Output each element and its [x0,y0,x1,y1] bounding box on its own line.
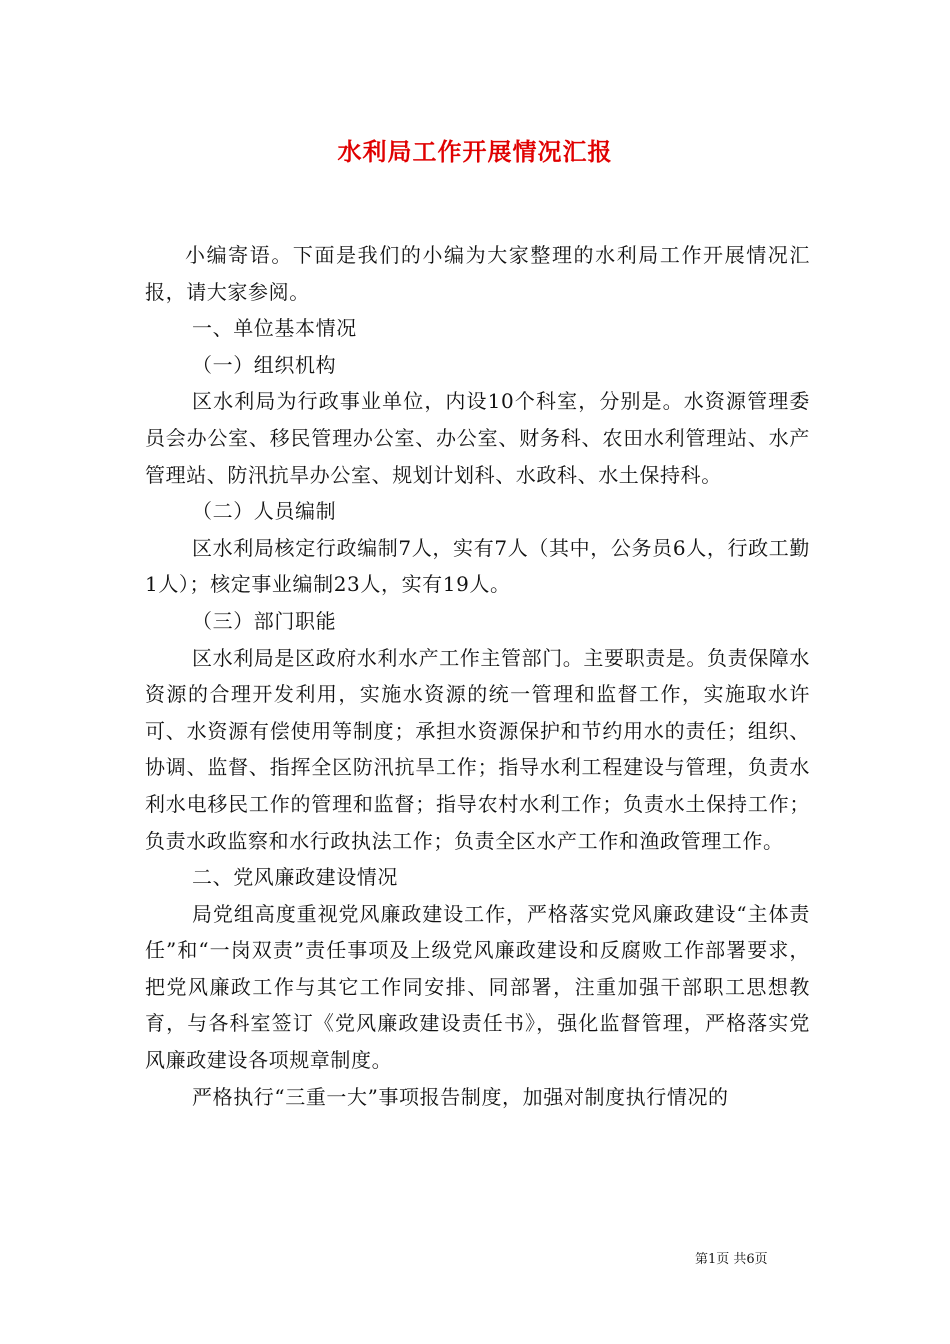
subsection-heading-2: （二）人员编制 [192,499,337,524]
paragraph-functions: 区水利局是区政府水利水产工作主管部门。主要职责是。负责保障水资源的合理开发利用，实施水资源的统一管理和监督工作，实施取水许可、水资源有偿使用等制度；承担水资源保护和节约用水的责任；组织、协调、监督、指挥全区防汛抗旱工作；指导水利工程建设与管理，负责水利水电移民工作的管理和监督；指导农村水利工作；负责水土保持工作；负责水政监察和水行政执法工作；负责全区水产工作和渔政管理工作。 [145,645,810,853]
document-body [145,237,810,1115]
subsection-heading-3: （三）部门职能 [192,608,337,633]
page-number: 第1页 共6页 [695,1252,768,1267]
intro-paragraph: 小编寄语。下面是我们的小编为大家整理的水利局工作开展情况汇报，请大家参阅。 [145,243,810,304]
subsection-heading-1: （一）组织机构 [192,352,337,377]
paragraph-integrity: 局党组高度重视党风廉政建设工作，严格落实党风廉政建设“主体责任”和“一岗双责”责任事项及上级党风廉政建设和反腐败工作部署要求，把党风廉政工作与其它工作同安排、同部署，注重加强干部职工思想教育，与各科室签订《党风廉政建设责任书》，强化监督管理，严格落实党风廉政建设各项规章制度。 [145,901,810,1073]
document-title: 水利局工作开展情况汇报 [337,137,613,166]
section-heading-2: 二、党风廉政建设情况 [192,865,398,890]
paragraph-organization: 区水利局为行政事业单位，内设10个科室，分别是。水资源管理委员会办公室、移民管理办公室、办公室、财务科、农田水利管理站、水产管理站、防汛抗旱办公室、规划计划科、水政科、水土保持科。 [145,389,810,487]
paragraph-reporting: 严格执行“三重一大”事项报告制度，加强对制度执行情况的 [192,1084,729,1109]
paragraph-staffing: 区水利局核定行政编制7人，实有7人（其中，公务员6人，行政工勤1人）；核定事业编制23人，实有19人。 [145,535,810,597]
section-heading-1: 一、单位基本情况 [192,316,357,341]
